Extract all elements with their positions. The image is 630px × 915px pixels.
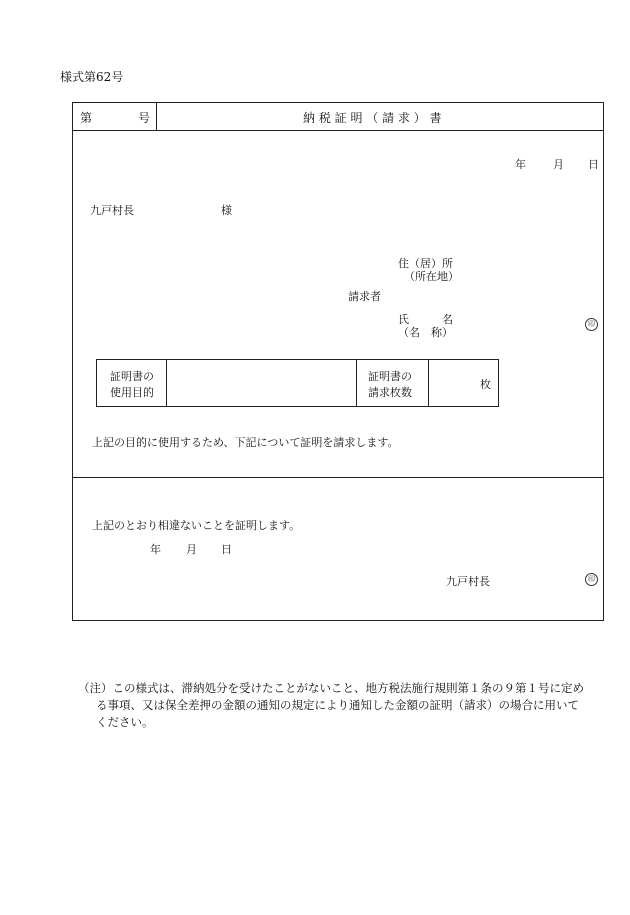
note-line-1: （注）この様式は、滞納処分を受けたことがないこと、地方税法施行規則第１条の９第１号に定め xyxy=(78,681,584,695)
name-sub-label: （名 称） xyxy=(398,326,453,339)
number-prefix: 第 xyxy=(80,111,93,125)
note-line-3: ください。 xyxy=(96,715,154,729)
honorific: 様 xyxy=(221,204,232,217)
certification-statement: 上記のとおり相違ないことを証明します。 xyxy=(92,519,301,532)
issuer: 九戸村長 xyxy=(446,575,490,588)
table-divider-1 xyxy=(166,359,167,407)
count-label-line2: 請求枚数 xyxy=(368,386,412,399)
requester-seal-icon: 印 xyxy=(585,318,598,331)
address-label: 住（居）所 xyxy=(398,257,453,270)
issuer-seal-icon: 印 xyxy=(585,573,598,586)
section-divider xyxy=(72,477,604,478)
header-divider xyxy=(72,130,604,131)
certification-date-day: 日 xyxy=(221,543,232,556)
certification-date-year: 年 xyxy=(150,543,161,556)
purpose-count-table xyxy=(96,359,499,407)
purpose-label-line2: 使用目的 xyxy=(110,386,154,399)
count-unit: 枚 xyxy=(480,378,491,391)
requester-label: 請求者 xyxy=(348,290,381,303)
number-suffix: 号 xyxy=(138,111,151,125)
certification-date-month: 月 xyxy=(186,543,197,556)
request-statement: 上記の目的に使用するため、下記について証明を請求します。 xyxy=(92,436,399,449)
request-date-day: 日 xyxy=(588,158,599,171)
request-date-year: 年 xyxy=(515,158,526,171)
count-label-line1: 証明書の xyxy=(368,370,412,383)
document-title: 納 税 証 明 （ 請 求 ） 書 xyxy=(303,111,442,125)
table-divider-2 xyxy=(356,359,357,407)
note-line-2: る事項、又は保全差押の金額の通知の規定により通知した金額の証明（請求）の場合に用いて xyxy=(96,698,579,712)
address-sub-label: （所在地） xyxy=(404,270,459,283)
table-divider-3 xyxy=(428,359,429,407)
purpose-label-line1: 証明書の xyxy=(110,370,154,383)
header-column-divider xyxy=(156,102,157,130)
request-date-month: 月 xyxy=(553,158,564,171)
name-label: 氏 名 xyxy=(398,313,453,326)
addressee: 九戸村長 xyxy=(90,204,134,217)
form-number: 様式第62号 xyxy=(60,70,124,84)
